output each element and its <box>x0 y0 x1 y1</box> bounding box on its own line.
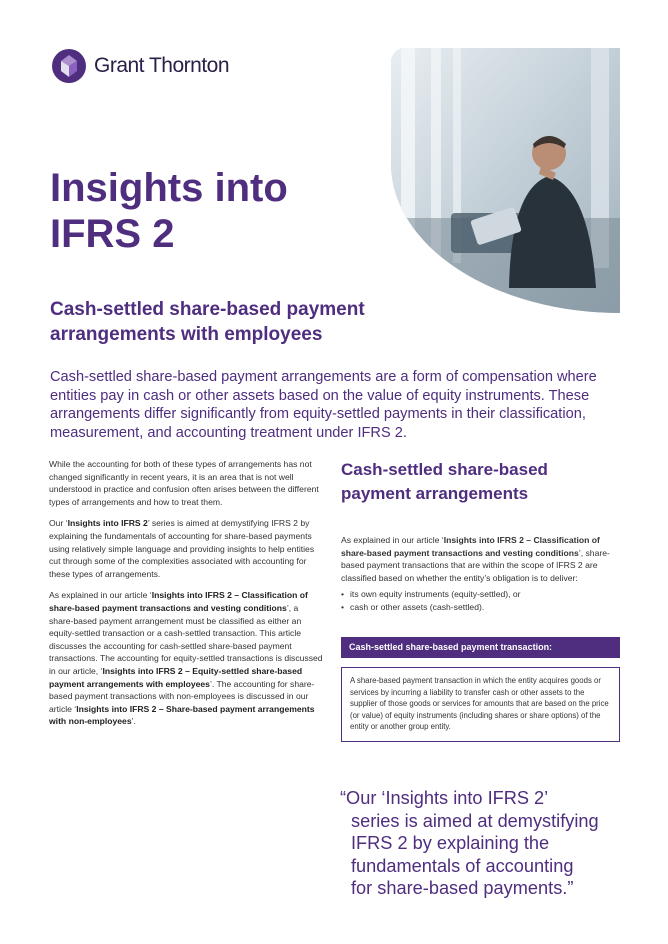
page-subtitle <box>50 297 380 347</box>
left-paragraph-1: While the accounting for both of these types of arrangements has not changed significantly in recent years, it is an area that is not well understood in practice and confusion often arises between the different types of arrangements and how to treat them. <box>49 459 319 507</box>
definition-box-body: A share-based payment transaction in which the entity acquires goods or services by incurring a liability to transfer cash or other assets to the supplier of those goods or services for amounts that are based on the price (or value) of equity instruments (including shares or share options) of the entity or another group entity. <box>341 667 620 742</box>
left-column <box>49 458 325 737</box>
classification-list <box>341 588 621 613</box>
left-paragraph-2: Our ‘Insights into IFRS 2’ series is aimed at demystifying IFRS 2 by explaining the fundamentals of accounting for share-based payments using relatively simple language and providing insights to help entities cut through some of the complexities associated with accounting for these types of arrangements. <box>49 518 315 579</box>
brand-logo <box>52 49 229 83</box>
section-heading: Cash-settled share-based payment arrangements <box>341 460 548 503</box>
left-paragraph-3: As explained in our article ‘Insights into IFRS 2 – Classification of share-based payment transactions and vesting conditions’, a share-based payment arrangement must be classified as either an equity-settled transaction or a cash-settled transaction. This article discusses the accounting for cash-settled share-based payment transactions. The accounting for equity-settled transactions is discussed in our article, ‘Insights into IFRS 2 – Equity-settled share-based payment arrangements with employees’. The accounting for share-based payment transactions with non-employees is discussed in our article ‘Insights into IFRS 2 – Share-based payment arrangements with non-employees’. <box>49 590 323 727</box>
brand-name: Grant Thornton <box>94 54 230 77</box>
list-item: • its own equity instruments (equity-settled), or <box>341 588 621 601</box>
page-title <box>50 165 350 257</box>
section-intro: As explained in our article ‘Insights into IFRS 2 – Classification of share-based payment transactions and vesting conditions’, share-based payment transactions that are within the scope of IFRS 2 are classified based on whether the entity’s obligation is to deliver: <box>341 535 610 583</box>
title-line-1: Insights into <box>50 166 288 210</box>
title-line-2: IFRS 2 <box>50 212 175 256</box>
subtitle-line-1: Cash-settled share-based payment <box>50 299 365 320</box>
hero-image <box>391 48 620 313</box>
grant-thornton-logo-icon <box>52 49 86 83</box>
lead-paragraph: Cash-settled share-based payment arrangements are a form of compensation where entities pay in cash or other assets based on the value of equity instruments. These arrangements differ significantly from equity-settled payments in their classification, measurement, and accounting treatment under IFRS 2. <box>50 369 597 441</box>
definition-box-title: Cash-settled share-based payment transaction: <box>341 637 620 658</box>
subtitle-line-2: arrangements with employees <box>50 324 323 345</box>
businessman-on-phone-photo <box>391 48 620 313</box>
pull-quote: “Our ‘Insights into IFRS 2’ series is aimed at demystifying IFRS 2 by explaining the fundamentals of accounting for share-based payments.” <box>340 788 599 898</box>
right-column <box>341 458 621 614</box>
list-item: • cash or other assets (cash-settled). <box>341 601 621 614</box>
